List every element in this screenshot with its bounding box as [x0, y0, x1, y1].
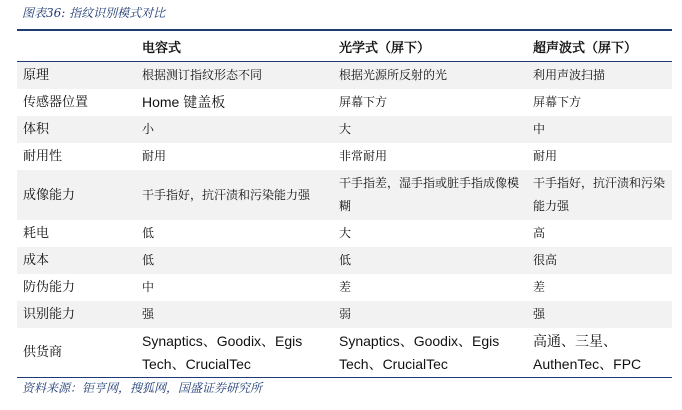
table-cell: 大: [333, 116, 527, 143]
table-cell: 耐用: [527, 143, 672, 170]
table-cell: 很高: [527, 247, 672, 274]
table-cell: 强: [136, 301, 333, 328]
row-label: 成本: [17, 247, 136, 274]
row-label: 识别能力: [17, 301, 136, 328]
table-cell: 高: [527, 220, 672, 247]
table-cell: 非常耐用: [333, 143, 527, 170]
table-row-volume: [17, 116, 672, 143]
table-header-row: [17, 31, 672, 62]
row-label: 耗电: [17, 220, 136, 247]
row-label: 原理: [17, 62, 136, 90]
table-cell: 屏幕下方: [333, 89, 527, 116]
row-label: 体积: [17, 116, 136, 143]
table-row-imaging: [17, 170, 672, 220]
table-cell: 耐用: [136, 143, 333, 170]
table-cell: 根据光源所反射的光: [333, 62, 527, 90]
row-label: 防伪能力: [17, 274, 136, 301]
table-cell: 差: [333, 274, 527, 301]
table-cell: 低: [136, 247, 333, 274]
table-cell: 干手指差，湿手指或脏手指成像模糊: [333, 170, 527, 220]
table-cell: 强: [527, 301, 672, 328]
table-cell: 低: [333, 247, 527, 274]
header-cell-capacitive: 电容式: [136, 31, 333, 62]
table-cell: 屏幕下方: [527, 89, 672, 116]
table-row-durability: [17, 143, 672, 170]
table-cell: 弱: [333, 301, 527, 328]
table-cell: 小: [136, 116, 333, 143]
table-cell: 中: [527, 116, 672, 143]
table-cell: 低: [136, 220, 333, 247]
comparison-table-container: [17, 29, 672, 378]
row-label: 成像能力: [17, 170, 136, 220]
source-note: 资料来源：钜亨网，搜狐网，国盛证券研究所: [22, 381, 263, 395]
table-cell: 利用声波扫描: [527, 62, 672, 90]
table-cell: 差: [527, 274, 672, 301]
table-row-suppliers: [17, 328, 672, 378]
row-label: 供货商: [17, 328, 136, 378]
table-cell: 中: [136, 274, 333, 301]
row-label: 传感器位置: [17, 89, 136, 116]
table-row-sensor-position: [17, 89, 672, 116]
table-cell: 大: [333, 220, 527, 247]
table-cell: 根据测订指纹形态不同: [136, 62, 333, 90]
table-row-anti-spoofing: [17, 274, 672, 301]
table-cell: Synaptics、Goodix、Egis Tech、CrucialTec: [136, 328, 333, 378]
header-cell-ultrasonic: 超声波式（屏下）: [527, 31, 672, 62]
header-cell-blank: [17, 31, 136, 62]
fingerprint-comparison-table: [17, 31, 672, 378]
table-cell: 干手指好，抗汗渍和污染能力强: [136, 170, 333, 220]
table-cell: Synaptics、Goodix、Egis Tech、CrucialTec: [333, 328, 527, 378]
row-label: 耐用性: [17, 143, 136, 170]
figure-caption: 图表36: 指纹识别模式对比: [22, 6, 166, 20]
table-cell: 干手指好，抗汗渍和污染能力强: [527, 170, 672, 220]
table-row-recognition: [17, 301, 672, 328]
table-row-power: [17, 220, 672, 247]
header-cell-optical: 光学式（屏下）: [333, 31, 527, 62]
table-cell: Home 键盖板: [136, 89, 333, 116]
table-cell: 高通、三星、AuthenTec、FPC: [527, 328, 672, 378]
table-row-cost: [17, 247, 672, 274]
table-row-principle: [17, 62, 672, 90]
